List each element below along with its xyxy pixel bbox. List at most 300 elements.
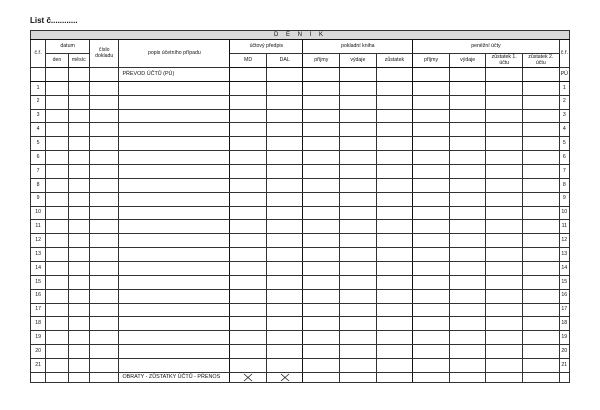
cell[interactable] [266,345,303,359]
cell[interactable] [68,206,89,220]
cell[interactable] [486,192,523,206]
cell[interactable] [413,206,450,220]
cell[interactable] [266,275,303,289]
cell[interactable] [303,178,340,192]
cell[interactable] [486,95,523,109]
cell[interactable] [89,303,118,317]
cell[interactable] [68,373,89,383]
cell[interactable] [449,109,486,123]
cell[interactable] [68,109,89,123]
cell[interactable] [119,151,230,165]
row-number-right: 1 [559,81,569,95]
cell[interactable] [119,289,230,303]
cell[interactable] [266,192,303,206]
cell[interactable] [68,317,89,331]
cell[interactable] [303,81,340,95]
cell[interactable] [68,289,89,303]
cell[interactable] [340,151,377,165]
cell[interactable] [119,234,230,248]
cell[interactable] [523,68,560,82]
cell[interactable] [303,151,340,165]
cell[interactable] [376,137,413,151]
cell[interactable] [486,262,523,276]
cell[interactable] [376,275,413,289]
cell[interactable] [449,178,486,192]
cell[interactable] [303,220,340,234]
cell[interactable] [46,68,68,82]
cell[interactable] [230,192,267,206]
cell[interactable] [523,317,560,331]
cell[interactable] [68,81,89,95]
cell[interactable] [486,359,523,373]
cell[interactable] [486,317,523,331]
cell[interactable] [376,359,413,373]
cell[interactable] [340,165,377,179]
cell[interactable] [119,345,230,359]
cell[interactable] [376,331,413,345]
cell[interactable] [486,275,523,289]
cell[interactable] [89,192,118,206]
cell[interactable] [413,123,450,137]
cell[interactable] [340,220,377,234]
cell[interactable] [31,68,46,82]
cell[interactable] [376,81,413,95]
cell[interactable] [340,137,377,151]
cell[interactable] [303,137,340,151]
cell[interactable] [230,220,267,234]
cell[interactable] [230,206,267,220]
cell[interactable] [266,289,303,303]
cell[interactable] [89,289,118,303]
cell[interactable] [413,345,450,359]
cell[interactable] [486,123,523,137]
cell[interactable] [340,262,377,276]
cell[interactable] [486,373,523,383]
cell[interactable] [340,81,377,95]
cell[interactable] [523,192,560,206]
cell[interactable] [119,95,230,109]
cell[interactable] [523,137,560,151]
cell[interactable] [46,109,68,123]
cell[interactable] [230,123,267,137]
cell[interactable] [413,81,450,95]
cell[interactable] [486,303,523,317]
cell[interactable] [413,317,450,331]
cell[interactable] [89,234,118,248]
cell[interactable] [413,220,450,234]
cell[interactable] [68,234,89,248]
cell[interactable] [68,165,89,179]
cell[interactable] [376,123,413,137]
cell[interactable] [89,317,118,331]
cell[interactable] [340,359,377,373]
cell[interactable] [523,109,560,123]
cell[interactable] [413,303,450,317]
cell[interactable] [266,248,303,262]
cell[interactable] [89,123,118,137]
cell[interactable] [230,68,267,82]
cell[interactable] [89,95,118,109]
cell[interactable] [376,151,413,165]
cell[interactable] [340,95,377,109]
cell[interactable] [449,275,486,289]
cell[interactable] [449,151,486,165]
cell[interactable] [303,359,340,373]
cell[interactable] [523,220,560,234]
cell[interactable] [303,165,340,179]
cell[interactable] [340,303,377,317]
cell[interactable] [119,303,230,317]
cell[interactable] [89,206,118,220]
cell[interactable] [413,109,450,123]
cell[interactable] [46,262,68,276]
cell[interactable] [303,109,340,123]
cell[interactable] [340,345,377,359]
cell[interactable] [340,206,377,220]
cell[interactable] [449,248,486,262]
cell[interactable] [376,234,413,248]
cell[interactable] [449,220,486,234]
cell[interactable] [68,303,89,317]
cell[interactable] [46,234,68,248]
cell[interactable] [413,359,450,373]
cell[interactable] [89,109,118,123]
cell[interactable] [119,220,230,234]
cell[interactable] [46,220,68,234]
cell[interactable] [119,165,230,179]
cell[interactable] [486,68,523,82]
cell[interactable] [486,289,523,303]
cell[interactable] [46,289,68,303]
cell[interactable] [230,95,267,109]
cell[interactable] [413,165,450,179]
cell[interactable] [266,165,303,179]
cell[interactable] [230,137,267,151]
cell[interactable] [230,359,267,373]
cell[interactable] [230,165,267,179]
cell[interactable] [89,262,118,276]
cell[interactable] [46,206,68,220]
cell[interactable] [230,345,267,359]
cell[interactable] [523,373,560,383]
cell[interactable] [340,289,377,303]
cell[interactable] [449,262,486,276]
cell[interactable] [340,275,377,289]
cell[interactable] [303,262,340,276]
cell[interactable] [413,95,450,109]
cell[interactable] [413,248,450,262]
cell[interactable] [303,345,340,359]
cell[interactable] [523,178,560,192]
cell[interactable] [486,165,523,179]
cell[interactable] [89,151,118,165]
cell[interactable] [89,275,118,289]
cell[interactable] [266,95,303,109]
cell[interactable] [230,289,267,303]
cell[interactable] [449,289,486,303]
cell[interactable] [68,220,89,234]
cell[interactable] [523,165,560,179]
cell[interactable] [266,359,303,373]
cell[interactable] [68,95,89,109]
cell[interactable] [89,81,118,95]
cell[interactable] [376,95,413,109]
cell[interactable] [89,68,118,82]
cell[interactable] [119,317,230,331]
cell[interactable] [523,151,560,165]
cell[interactable] [46,123,68,137]
cell[interactable] [340,192,377,206]
cell[interactable] [266,151,303,165]
cell[interactable] [376,289,413,303]
cell[interactable] [266,262,303,276]
cell[interactable] [119,331,230,345]
cell[interactable] [413,331,450,345]
cell[interactable] [230,275,267,289]
cell[interactable] [340,109,377,123]
cell[interactable] [119,275,230,289]
cell[interactable] [413,234,450,248]
cell[interactable] [230,248,267,262]
cell[interactable] [486,81,523,95]
cell[interactable] [486,151,523,165]
cell[interactable] [523,331,560,345]
cell[interactable] [119,109,230,123]
cell[interactable] [376,345,413,359]
cell[interactable] [523,359,560,373]
cell[interactable] [340,123,377,137]
cell[interactable] [523,234,560,248]
cell[interactable] [31,373,46,383]
cell[interactable] [68,359,89,373]
cell[interactable] [89,165,118,179]
cell[interactable] [230,262,267,276]
journal-row [31,331,570,345]
cell[interactable] [68,331,89,345]
cell[interactable] [449,345,486,359]
cell[interactable] [303,289,340,303]
cell[interactable] [68,151,89,165]
cell[interactable] [68,262,89,276]
cell[interactable] [376,109,413,123]
cell[interactable] [376,262,413,276]
cell[interactable] [68,192,89,206]
cell[interactable] [523,345,560,359]
cell[interactable] [376,206,413,220]
cell[interactable] [46,192,68,206]
cell[interactable] [523,248,560,262]
cell[interactable] [46,359,68,373]
cell[interactable] [266,317,303,331]
cell[interactable] [413,192,450,206]
cell[interactable] [89,359,118,373]
cell[interactable] [486,331,523,345]
cell[interactable] [303,123,340,137]
cell[interactable] [376,68,413,82]
cell[interactable] [230,109,267,123]
cell[interactable] [376,192,413,206]
cell[interactable] [449,206,486,220]
cell[interactable] [303,303,340,317]
cell[interactable] [340,331,377,345]
cell[interactable] [46,165,68,179]
cell[interactable] [449,373,486,383]
cell[interactable] [303,248,340,262]
cell[interactable] [486,220,523,234]
cell[interactable] [89,248,118,262]
cell[interactable] [46,317,68,331]
cell[interactable] [230,81,267,95]
cell[interactable] [376,178,413,192]
cell[interactable] [303,206,340,220]
cell[interactable] [266,109,303,123]
cell[interactable] [340,373,377,383]
cell[interactable] [413,68,450,82]
cell[interactable] [486,206,523,220]
cell[interactable] [68,68,89,82]
cell[interactable] [119,81,230,95]
cell[interactable] [46,373,68,383]
cell[interactable] [89,178,118,192]
cell[interactable] [266,234,303,248]
cell[interactable] [266,220,303,234]
cell[interactable] [449,303,486,317]
cell[interactable] [413,275,450,289]
cell[interactable] [303,68,340,82]
cell[interactable] [119,137,230,151]
cell[interactable] [266,81,303,95]
cell[interactable] [46,248,68,262]
cell[interactable] [486,345,523,359]
cell[interactable] [413,178,450,192]
cell[interactable] [303,373,340,383]
cell[interactable] [376,373,413,383]
cell[interactable] [486,248,523,262]
cell[interactable] [89,345,118,359]
cell[interactable] [376,317,413,331]
cell[interactable] [523,275,560,289]
cell[interactable] [266,123,303,137]
cell[interactable] [340,178,377,192]
cell[interactable] [376,248,413,262]
cell[interactable] [449,81,486,95]
cell[interactable] [340,317,377,331]
cell[interactable] [46,81,68,95]
journal-row [31,178,570,192]
cell[interactable] [46,151,68,165]
cell[interactable] [303,275,340,289]
cell[interactable] [89,331,118,345]
cell[interactable] [68,275,89,289]
cell[interactable] [523,95,560,109]
cell[interactable] [266,303,303,317]
cell[interactable] [46,275,68,289]
cell[interactable] [89,373,118,383]
cell[interactable] [46,303,68,317]
cell[interactable] [303,95,340,109]
cell[interactable] [303,234,340,248]
cell[interactable] [119,248,230,262]
cell[interactable] [486,137,523,151]
cell[interactable] [449,68,486,82]
cell[interactable] [340,234,377,248]
cell[interactable] [340,68,377,82]
cell[interactable] [449,123,486,137]
cell[interactable] [413,373,450,383]
cell[interactable] [230,151,267,165]
cell[interactable] [340,248,377,262]
cell[interactable] [266,206,303,220]
cell[interactable] [119,123,230,137]
cell[interactable] [266,178,303,192]
cell[interactable] [486,178,523,192]
cell[interactable] [68,123,89,137]
cell[interactable] [376,303,413,317]
cell[interactable] [89,137,118,151]
cell[interactable] [303,331,340,345]
cell[interactable] [449,317,486,331]
cell[interactable] [523,81,560,95]
cell[interactable] [413,151,450,165]
cell[interactable] [266,331,303,345]
cell[interactable] [230,234,267,248]
cell[interactable] [523,303,560,317]
cell[interactable] [68,137,89,151]
cell[interactable] [119,262,230,276]
cell[interactable] [449,359,486,373]
cell[interactable] [486,234,523,248]
cell[interactable] [449,331,486,345]
cell[interactable] [119,192,230,206]
cell[interactable] [523,262,560,276]
cell[interactable] [46,331,68,345]
cell[interactable] [376,220,413,234]
cell[interactable] [303,317,340,331]
cell[interactable] [119,178,230,192]
cell[interactable] [523,206,560,220]
cell[interactable] [376,165,413,179]
cell[interactable] [68,178,89,192]
cell[interactable] [68,248,89,262]
cell[interactable] [449,137,486,151]
cell[interactable] [523,289,560,303]
cell[interactable] [413,289,450,303]
cell[interactable] [266,68,303,82]
cell[interactable] [89,220,118,234]
cell[interactable] [413,137,450,151]
cell[interactable] [449,234,486,248]
cell[interactable] [119,359,230,373]
cell[interactable] [523,123,560,137]
cell[interactable] [230,303,267,317]
cell[interactable] [119,206,230,220]
cell[interactable] [46,95,68,109]
cell[interactable] [413,262,450,276]
cell[interactable] [68,345,89,359]
cell[interactable] [266,137,303,151]
cell[interactable] [46,137,68,151]
cell[interactable] [486,109,523,123]
cell[interactable] [46,178,68,192]
cell[interactable] [46,345,68,359]
cell[interactable] [230,331,267,345]
cell[interactable] [230,178,267,192]
cell[interactable] [449,192,486,206]
cell[interactable] [303,192,340,206]
cell[interactable] [449,165,486,179]
cell[interactable] [449,95,486,109]
cell[interactable] [230,317,267,331]
